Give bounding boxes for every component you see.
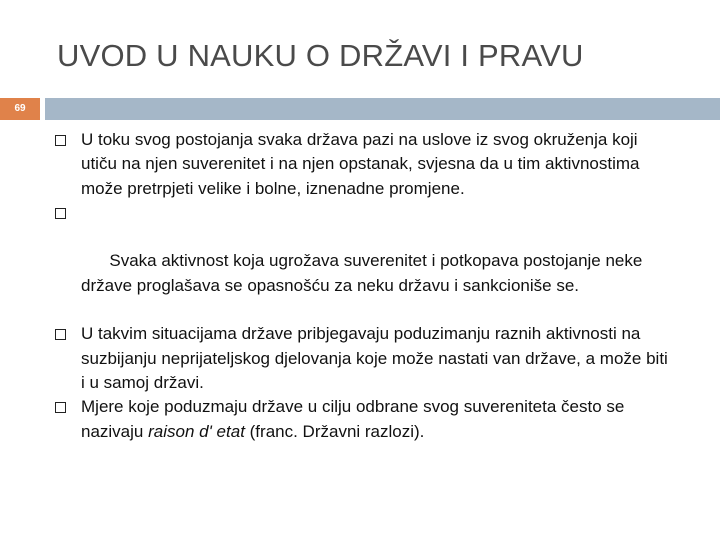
title-divider-bar — [45, 98, 720, 120]
bullet-list — [55, 128, 675, 444]
checkbox-icon — [55, 402, 66, 413]
bullet-item — [55, 322, 675, 395]
bullet-item — [55, 201, 675, 322]
bullet-text-part: (franc. Državni razlozi). — [244, 421, 425, 441]
bullet-text-part: Mjere koje poduzmaju države u cilju odbrane svog suvereniteta često se nazivaju — [81, 397, 625, 441]
checkbox-icon — [55, 135, 66, 146]
slide-number: 69 — [0, 98, 40, 120]
checkbox-icon — [55, 329, 66, 340]
bullet-text: U toku svog postojanja svaka država pazi na uslove iz svog okruženja koji utiču na njen suverenitet i na njen opstanak, svjesna da u tim aktivnostima može pretrpjeti velike i bolne, iznenadne promjene. — [81, 130, 640, 198]
checkbox-icon — [55, 208, 66, 219]
slide-title: UVOD U NAUKU O DRŽAVI I PRAVU — [57, 38, 584, 73]
bullet-text: U takvim situacijama države pribjegavaju poduzimanju raznih aktivnosti na suzbijanju neprijateljskog djelovanja koje može nastati van države, a može biti i u samoj državi. — [81, 324, 668, 392]
bullet-item — [55, 128, 675, 201]
bullet-text — [81, 397, 624, 440]
bullet-item — [55, 395, 675, 444]
bullet-text-italic: raison d' etat — [148, 421, 245, 441]
bullet-text: Svaka aktivnost koja ugrožava suverenitet i potkopava postojanje neke države proglašava se opasnošću za neku državu i sankcioniše se. — [81, 251, 648, 295]
